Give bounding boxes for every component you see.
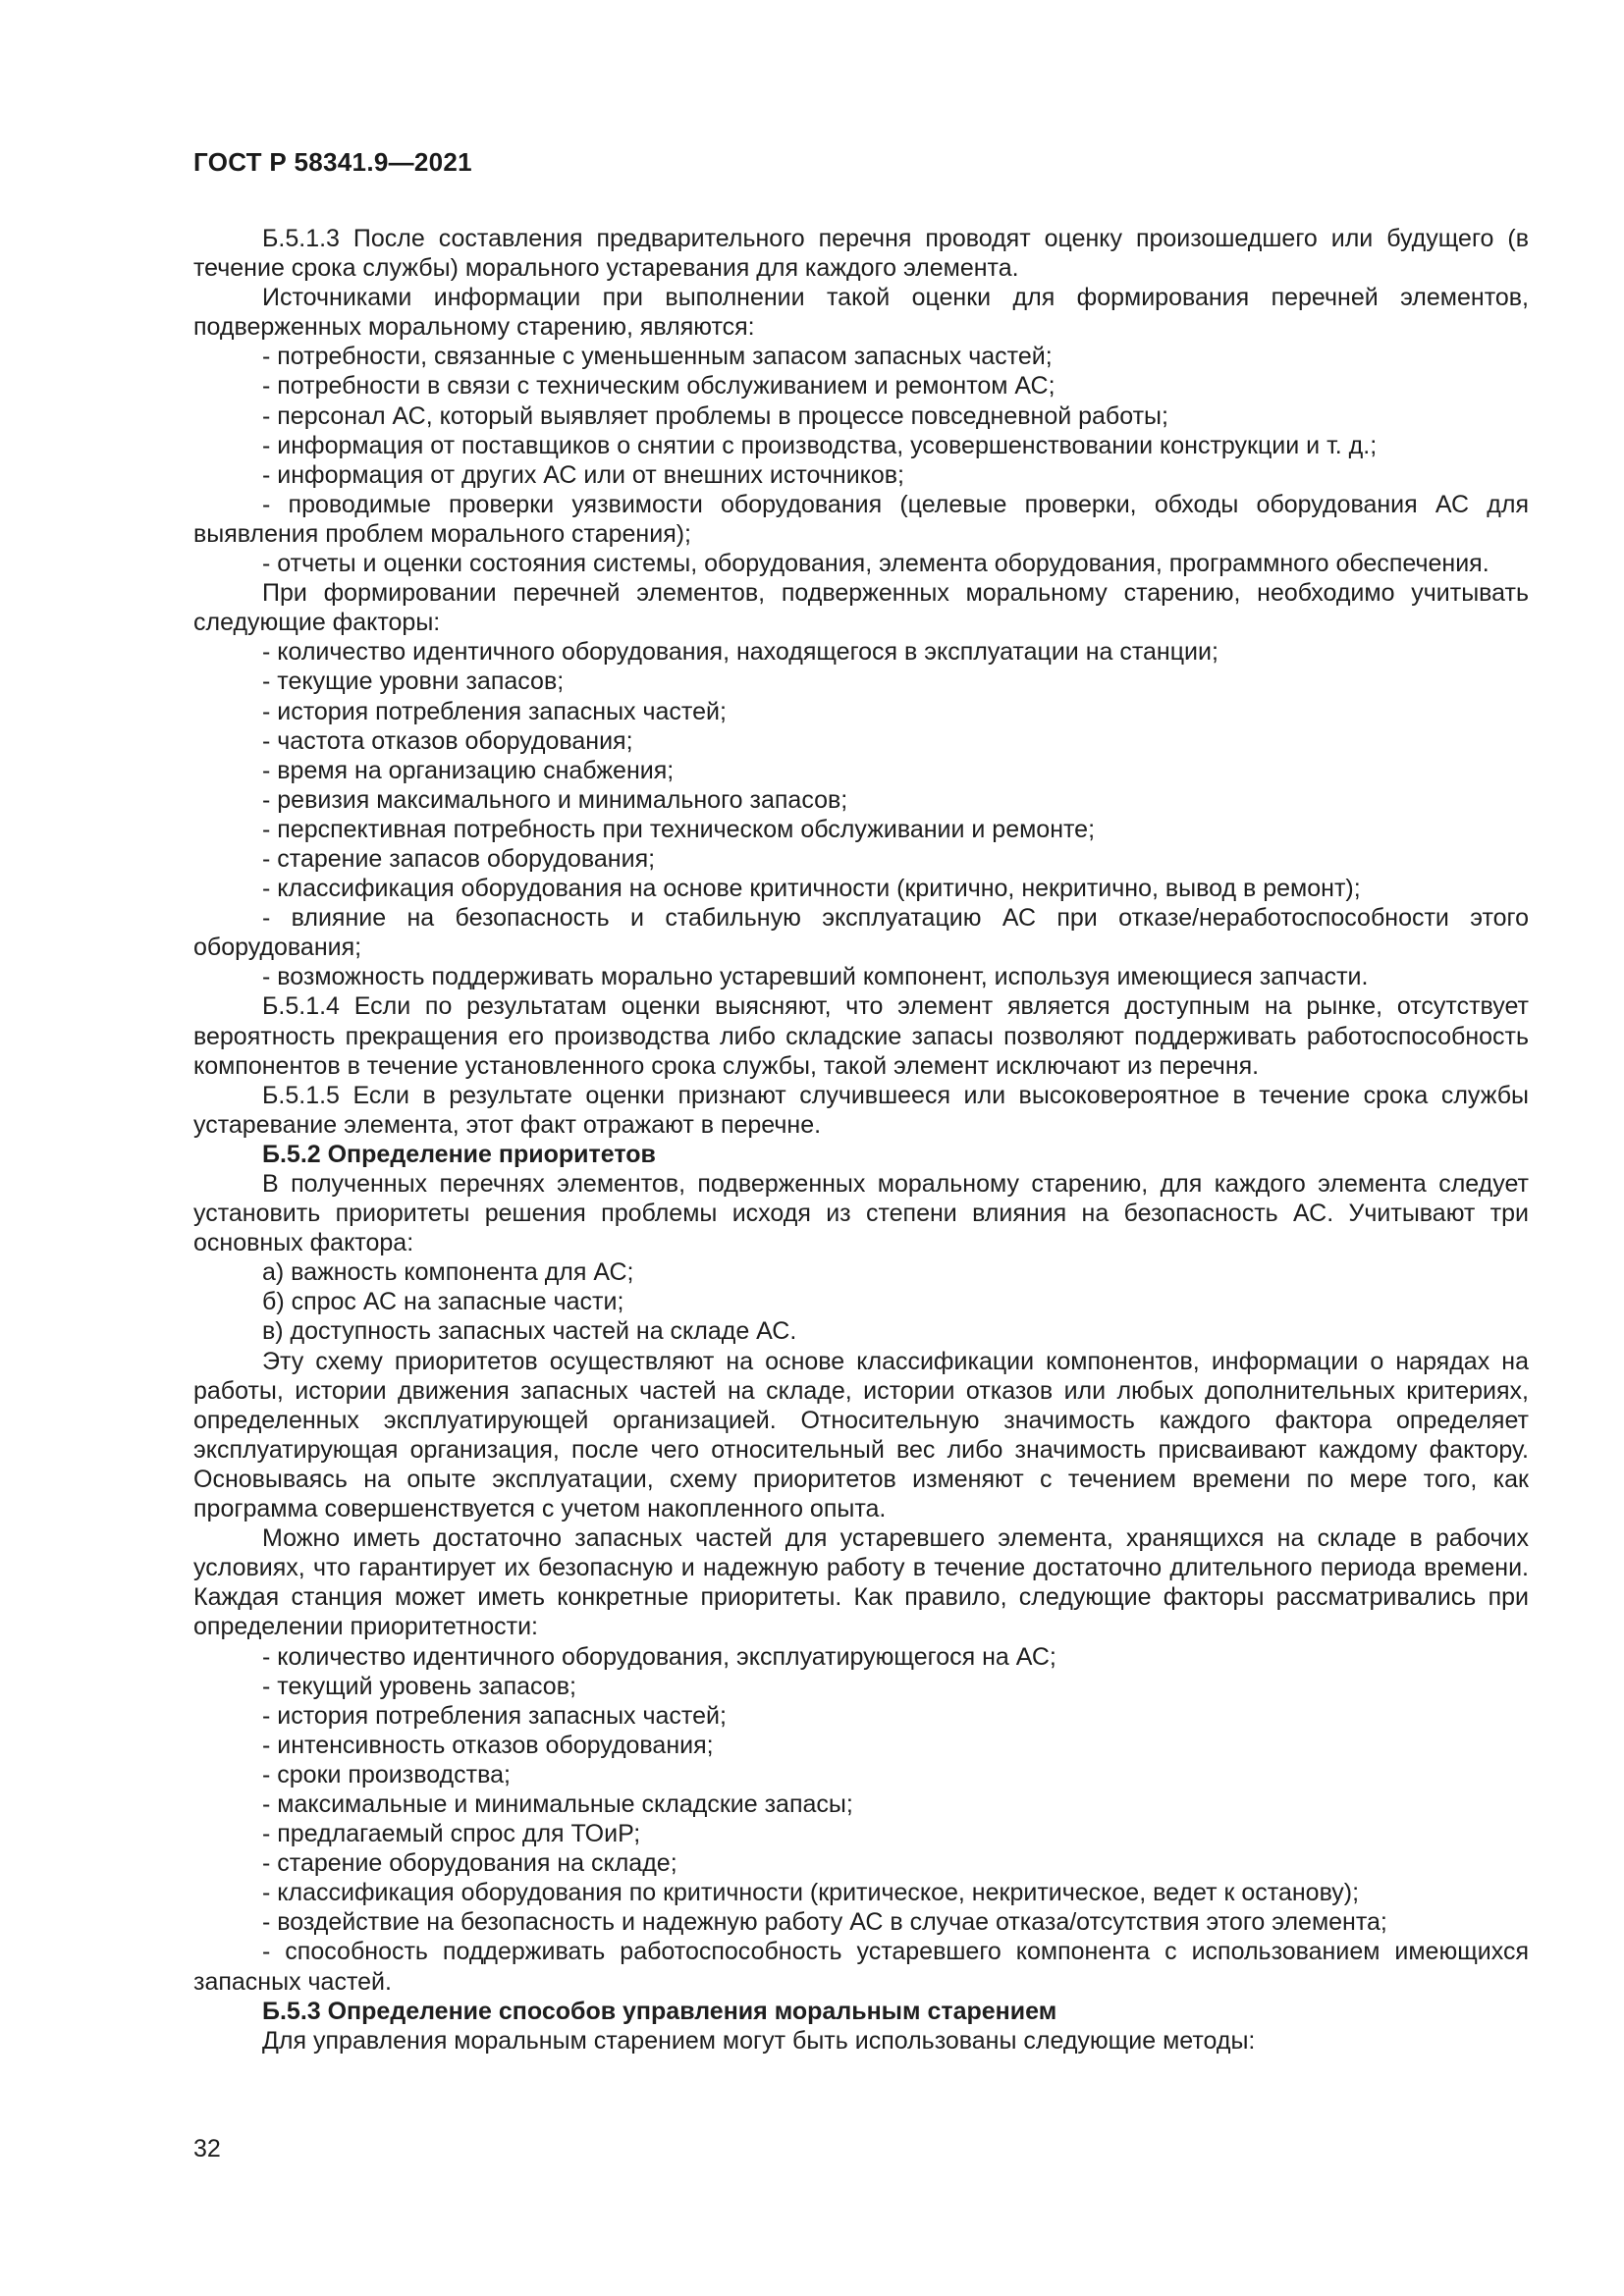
- section-heading: Б.5.3 Определение способов управления моральным старением: [262, 1997, 1057, 2025]
- list-item: - персонал АС, который выявляет проблемы в процессе повседневной работы;: [262, 401, 1168, 430]
- paragraph: Для управления моральным старением могут быть использованы следующие методы:: [262, 2026, 1256, 2055]
- list-item: - максимальные и минимальные складские запасы;: [262, 1789, 853, 1818]
- list-item: - перспективная потребность при техническом обслуживании и ремонте;: [262, 815, 1096, 843]
- list-item: - время на организацию снабжения;: [262, 756, 675, 784]
- list-item: а) важность компонента для АС;: [262, 1258, 634, 1287]
- list-item: - влияние на безопасность и стабильную эксплуатацию АС при отказе/неработоспособности этого оборудования;: [193, 904, 1529, 962]
- paragraph: При формировании перечней элементов, подверженных моральному старению, необходимо учитывать следующие факторы:: [193, 579, 1529, 637]
- section-heading: Б.5.2 Определение приоритетов: [262, 1140, 656, 1168]
- list-item: - текущие уровни запасов;: [262, 667, 565, 696]
- paragraph: Б.5.1.5 Если в результате оценки признают случившееся или высоковероятное в течение срока службы устаревание элемента, этот факт отражают в перечне.: [193, 1081, 1529, 1139]
- page-number: 32: [193, 2135, 221, 2163]
- paragraph: В полученных перечнях элементов, подверженных моральному старению, для каждого элемента следует установить приоритеты решения проблемы исходя из степени влияния на безопасность АС. Учитывают три основных фактора:: [193, 1170, 1529, 1257]
- document-body: [193, 224, 1529, 2056]
- list-item: - количество идентичного оборудования, находящегося в эксплуатации на станции;: [262, 638, 1218, 667]
- list-item: - проводимые проверки уязвимости оборудования (целевые проверки, обходы оборудования АС для выявления проблем морального старения);: [193, 490, 1529, 548]
- list-item: - ревизия максимального и минимального запасов;: [262, 785, 848, 814]
- list-item: - текущий уровень запасов;: [262, 1672, 576, 1700]
- list-item: - классификация оборудования по критичности (критическое, некритическое, ведет к останову);: [262, 1879, 1360, 1907]
- list-item: - сроки производства;: [262, 1760, 511, 1789]
- list-item: - количество идентичного оборудования, эксплуатирующегося на АС;: [262, 1642, 1056, 1671]
- list-item: - воздействие на безопасность и надежную работу АС в случае отказа/отсутствия этого элемента;: [262, 1908, 1387, 1937]
- list-item: б) спрос АС на запасные части;: [262, 1288, 624, 1316]
- list-item: - информация от других АС или от внешних источников;: [262, 460, 905, 489]
- list-item: - потребности, связанные с уменьшенным запасом запасных частей;: [262, 343, 1053, 371]
- list-item: в) доступность запасных частей на складе АС.: [262, 1317, 797, 1346]
- list-item: - отчеты и оценки состояния системы, оборудования, элемента оборудования, программного обеспечения.: [262, 550, 1489, 578]
- paragraph: Источниками информации при выполнении такой оценки для формирования перечней элементов, подверженных моральному старению, являются:: [193, 284, 1529, 342]
- list-item: - способность поддерживать работоспособность устаревшего компонента с использованием имеющихся запасных частей.: [193, 1938, 1529, 1996]
- paragraph: Б.5.1.3 После составления предварительного перечня проводят оценку произошедшего или будущего (в течение срока службы) морального устаревания для каждого элемента.: [193, 225, 1529, 283]
- list-item: - предлагаемый спрос для ТОиР;: [262, 1820, 641, 1848]
- list-item: - старение запасов оборудования;: [262, 844, 656, 873]
- list-item: - классификация оборудования на основе критичности (критично, некритично, вывод в ремонт);: [262, 875, 1361, 903]
- list-item: - потребности в связи с техническим обслуживанием и ремонтом АС;: [262, 372, 1056, 400]
- list-item: - частота отказов оборудования;: [262, 726, 633, 755]
- list-item: - история потребления запасных частей;: [262, 1701, 727, 1730]
- list-item: - информация от поставщиков о снятии с производства, усовершенствовании конструкции и т. д.;: [262, 431, 1378, 459]
- list-item: - старение оборудования на складе;: [262, 1849, 677, 1878]
- list-item: - интенсивность отказов оборудования;: [262, 1731, 714, 1759]
- list-item: - история потребления запасных частей;: [262, 697, 727, 725]
- paragraph: Б.5.1.4 Если по результатам оценки выясняют, что элемент является доступным на рынке, отсутствует вероятность прекращения его производства либо складские запасы позволяют поддерживать работоспособность компонентов в течение установленного срока службы, такой элемент исключают из перечня.: [193, 992, 1529, 1080]
- list-item: - возможность поддерживать морально устаревший компонент, используя имеющиеся запчасти.: [262, 963, 1369, 991]
- paragraph: Можно иметь достаточно запасных частей для устаревшего элемента, хранящихся на складе в рабочих условиях, что гарантирует их безопасную и надежную работу в течение достаточно длительного периода времени. Каждая станция может иметь конкретные приоритеты. Как правило, следующие факторы рассматривались при определении приоритетности:: [193, 1524, 1529, 1641]
- paragraph: Эту схему приоритетов осуществляют на основе классификации компонентов, информации о нарядах на работы, истории движения запасных частей на складе, истории отказов или любых дополнительных критериях, определенных эксплуатирующей организацией. Относительную значимость каждого фактора определяет эксплуатирующая организация, после чего относительный вес либо значимость присваивают каждому фактору. Основываясь на опыте эксплуатации, схему приоритетов изменяют с течением времени по мере того, как программа совершенствуется с учетом накопленного опыта.: [193, 1347, 1529, 1523]
- document-code-header: ГОСТ Р 58341.9—2021: [193, 147, 472, 177]
